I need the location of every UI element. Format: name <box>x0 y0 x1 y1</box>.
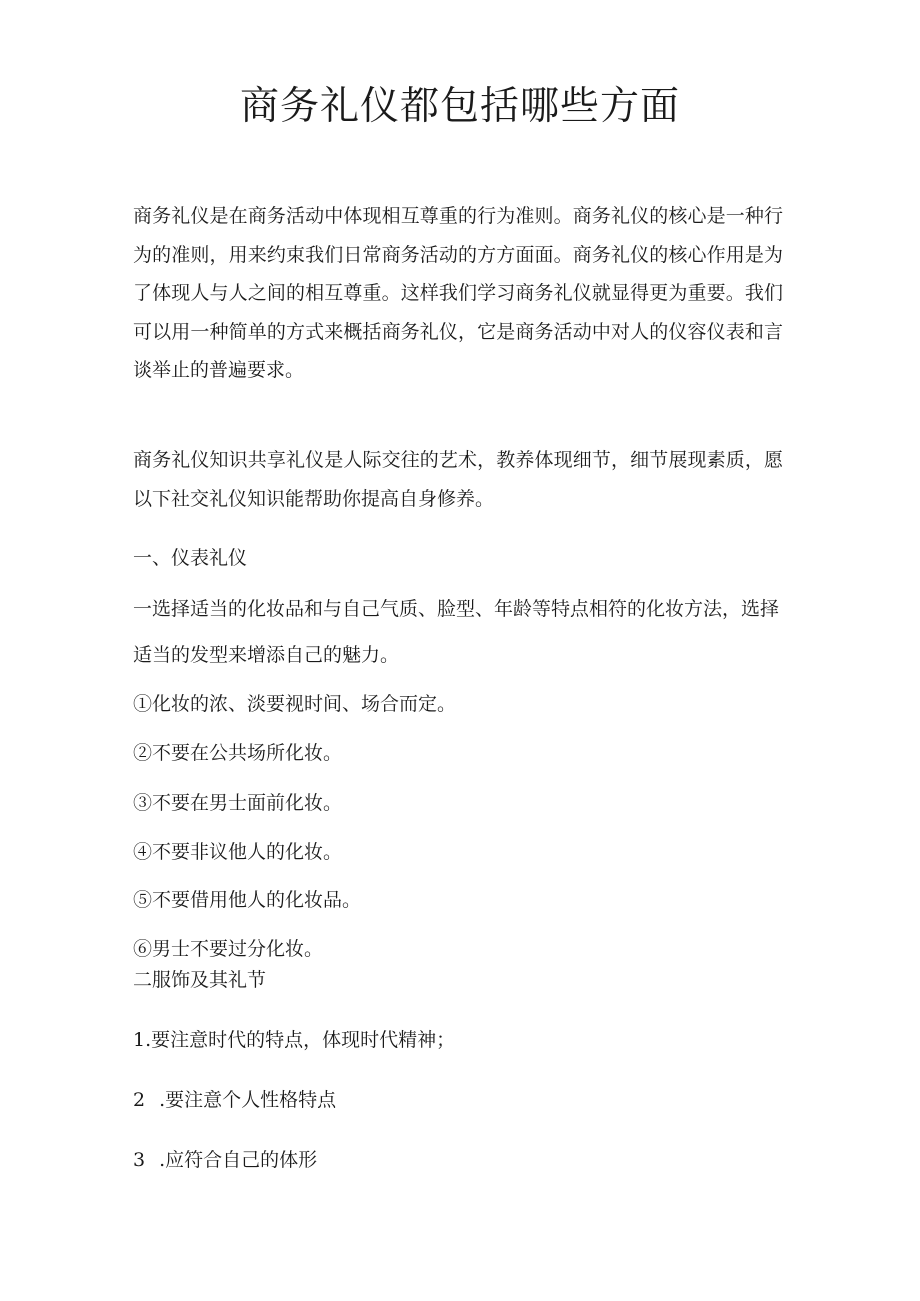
knowledge-intro-paragraph: 商务礼仪知识共享礼仪是人际交往的艺术，教养体现细节，细节展现素质，愿以下社交礼仪知识能帮助你提高自身修养。 <box>133 449 783 510</box>
list-item-1 <box>133 1026 455 1054</box>
rule-item-5: ⑤不要借用他人的化妆品。 <box>133 889 362 911</box>
rule-item-4: ④不要非议他人的化妆。 <box>133 841 343 863</box>
list-item-number: 1. <box>133 1029 152 1051</box>
rule-item-2: ②不要在公共场所化妆。 <box>133 742 343 764</box>
section1-heading: 一、仪表礼仪 <box>133 547 248 569</box>
list-item-text: .要注意个人性格特点 <box>159 1089 337 1111</box>
list-item-2 <box>133 1086 336 1114</box>
list-item-text: 要注意时代的特点，体现时代精神； <box>151 1029 456 1051</box>
rule-item-6: ⑥男士不要过分化妆。 <box>133 938 324 960</box>
list-item-number: 2 <box>133 1089 146 1111</box>
page-title: 商务礼仪都包括哪些方面 <box>239 84 680 129</box>
list-item-number: 3 <box>133 1149 146 1171</box>
list-item-3 <box>133 1146 317 1174</box>
intro-paragraph: 商务礼仪是在商务活动中体现相互尊重的行为准则。商务礼仪的核心是一种行为的准则，用来约束我们日常商务活动的方方面面。商务礼仪的核心作用是为了体现人与人之间的相互尊重。这样我们学习商务礼仪就显得更为重要。我们可以用一种简单的方式来概括商务礼仪，它是商务活动中对人的仪容仪表和言谈举止的普遍要求。 <box>133 205 783 381</box>
rule-item-3: ③不要在男士面前化妆。 <box>133 792 343 814</box>
rule-item-1: ①化妆的浓、淡要视时间、场合而定。 <box>133 693 457 715</box>
section1-description: 一选择适当的化妆品和与自己气质、脸型、年龄等特点相符的化妆方法，选择适当的发型来增添自己的魅力。 <box>133 598 780 666</box>
section2-heading: 二服饰及其礼节 <box>133 969 267 991</box>
list-item-text: .应符合自己的体形 <box>159 1149 318 1171</box>
